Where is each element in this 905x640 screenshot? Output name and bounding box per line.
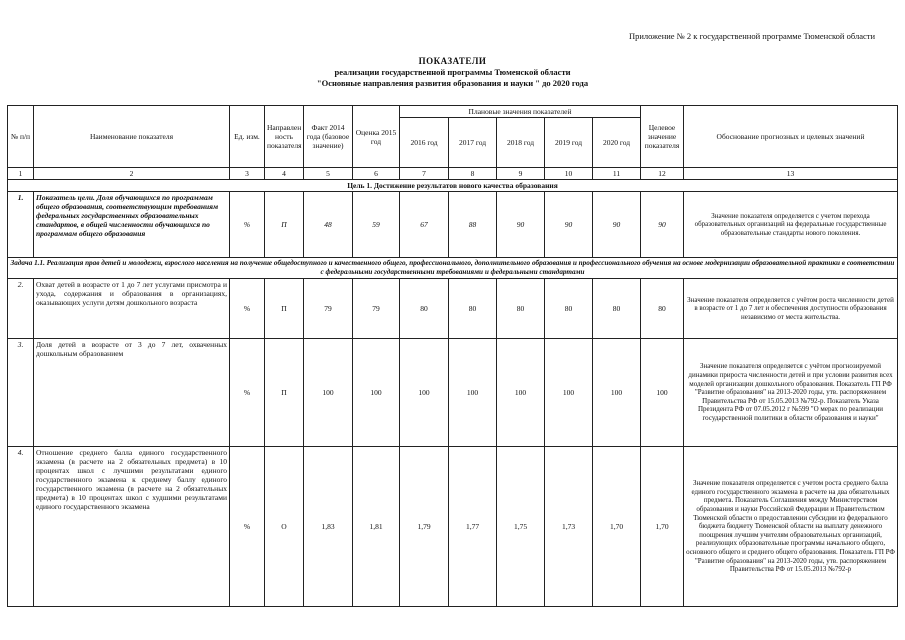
col-number: 13 — [684, 168, 898, 180]
col-number: 5 — [304, 168, 353, 180]
header-2020: 2020 год — [593, 118, 641, 168]
col-number: 2 — [34, 168, 230, 180]
row-2020: 1,70 — [593, 447, 641, 607]
task-1-1-heading: Задача 1.1. Реализация прав детей и молодежи, взрослого населения на получение общедоступного и качественного общего, профессионального, дополнительного образования и профессионального обучения на основе модернизации образовательной практики в соответствии с федеральными государственными требованиями и федеральными стандартами — [8, 258, 898, 279]
document-title — [0, 56, 905, 89]
title-line-3: "Основные направления развития образования и науки " до 2020 года — [316, 78, 589, 88]
row-2018: 1,75 — [497, 447, 545, 607]
col-number: 9 — [497, 168, 545, 180]
row-estimate-2015: 1,81 — [353, 447, 400, 607]
table-row — [8, 339, 898, 447]
title-line-2: реализации государственной программы Тюменской области — [334, 67, 571, 77]
header-target: Целевое значение показателя — [641, 106, 684, 168]
row-basis: Значение показателя определяется с учётом роста численности детей в возрасте от 1 до 7 лет и обеспечения доступности образования независимо от места жительства. — [684, 279, 898, 339]
row-unit: % — [230, 192, 265, 258]
row-direction: О — [265, 447, 304, 607]
col-number: 12 — [641, 168, 684, 180]
col-number: 10 — [545, 168, 593, 180]
row-2017: 1,77 — [449, 447, 497, 607]
row-2017: 88 — [449, 192, 497, 258]
row-estimate-2015: 79 — [353, 279, 400, 339]
row-fact-2014: 100 — [304, 339, 353, 447]
col-number: 11 — [593, 168, 641, 180]
row-2019: 1,73 — [545, 447, 593, 607]
table-row — [8, 447, 898, 607]
indicators-table — [7, 105, 898, 607]
row-2020: 80 — [593, 279, 641, 339]
row-basis: Значение показателя определяется с учётом прогнозируемой динамики прироста численности детей и при условии развития всех моделей организации дошкольного образования. Показатель ГП РФ "Развитие образования" на 2013-2020 годы, утв. распоряжением Правительства РФ от 15.05.2013 №792-р. Показатель Указа Президента РФ от 07.05.2012 г №599 "О мерах по реализации государственной политики в области образования и науки" — [684, 339, 898, 447]
row-target: 100 — [641, 339, 684, 447]
row-direction: П — [265, 279, 304, 339]
header-planned: Плановые значения показателей — [400, 106, 641, 118]
col-number: 8 — [449, 168, 497, 180]
header-name: Наименование показателя — [34, 106, 230, 168]
row-2019: 90 — [545, 192, 593, 258]
row-num: 2. — [8, 279, 34, 339]
header-unit: Ед. изм. — [230, 106, 265, 168]
row-2018: 80 — [497, 279, 545, 339]
row-2016: 100 — [400, 339, 449, 447]
row-target: 80 — [641, 279, 684, 339]
row-2016: 67 — [400, 192, 449, 258]
header-estimate-2015: Оценка 2015 год — [353, 106, 400, 168]
row-2020: 100 — [593, 339, 641, 447]
row-direction: П — [265, 192, 304, 258]
row-estimate-2015: 100 — [353, 339, 400, 447]
row-fact-2014: 79 — [304, 279, 353, 339]
row-name: Охват детей в возрасте от 1 до 7 лет услугами присмотра и ухода, содержания и образования в организациях, оказывающих услуги детям дошкольного возраста — [34, 279, 230, 339]
row-num: 4. — [8, 447, 34, 607]
row-2018: 90 — [497, 192, 545, 258]
header-basis: Обоснование прогнозных и целевых значений — [684, 106, 898, 168]
column-numbers-row — [8, 168, 898, 180]
goal-1-heading: Цель 1. Достижение результатов нового качества образования — [8, 180, 898, 192]
header-2017: 2017 год — [449, 118, 497, 168]
row-2019: 80 — [545, 279, 593, 339]
row-name: Доля детей в возрасте от 3 до 7 лет, охваченных дошкольным образованием — [34, 339, 230, 447]
col-number: 4 — [265, 168, 304, 180]
row-2019: 100 — [545, 339, 593, 447]
col-number: 7 — [400, 168, 449, 180]
row-name: Показатель цели. Доля обучающихся по программам общего образования, соответствующим требованиям федеральных государственных образовательных стандартов, в общей численности обучающихся по программам общего образования — [34, 192, 230, 258]
row-2018: 100 — [497, 339, 545, 447]
header-num: № п/п — [8, 106, 34, 168]
row-estimate-2015: 59 — [353, 192, 400, 258]
header-fact-2014: Факт 2014 года (базовое значение) — [304, 106, 353, 168]
header-2016: 2016 год — [400, 118, 449, 168]
header-2018: 2018 год — [497, 118, 545, 168]
row-num: 1. — [8, 192, 34, 258]
row-basis: Значение показателя определяется с учетом роста среднего балла единого государственного экзамена в расчете на два обязательных предмета. Показатель Соглашения между Министерством образования и науки Российской Федерации и Правительством Тюменской области о предоставлении субсидии из федерального бюджета бюджету Тюменской области на выплату денежного поощрения лучшим учителям образовательных организаций, реализующих образовательные программы начального общего, основного общего и среднего общего образования. Показатель ГП РФ "Развитие образования" на 2013-2020 годы, утв. распоряжением Правительства РФ от 15.05.2013 №792-р — [684, 447, 898, 607]
row-num: 3. — [8, 339, 34, 447]
col-number: 1 — [8, 168, 34, 180]
table-row — [8, 279, 898, 339]
col-number: 6 — [353, 168, 400, 180]
row-2017: 100 — [449, 339, 497, 447]
row-unit: % — [230, 279, 265, 339]
header-2019: 2019 год — [545, 118, 593, 168]
row-2016: 80 — [400, 279, 449, 339]
appendix-note: Приложение № 2 к государственной программе Тюменской области — [628, 31, 875, 41]
row-unit: % — [230, 339, 265, 447]
title-line-1: ПОКАЗАТЕЛИ — [418, 56, 487, 66]
table-row — [8, 192, 898, 258]
row-fact-2014: 1,83 — [304, 447, 353, 607]
row-name: Отношение среднего балла единого государственного экзамена (в расчете на 2 обязательных предмета) в 10 процентах школ с лучшими результатами единого государственного экзамена к среднему баллу единого государственного экзамена (в расчете на 2 обязательных предмета) в 10 процентах школ с худшими результатами единого государственного экзамена — [34, 447, 230, 607]
row-basis: Значение показателя определяется с учетом перехода образовательных организаций на федеральные государственные образовательные стандарты нового поколения. — [684, 192, 898, 258]
row-direction: П — [265, 339, 304, 447]
row-2017: 80 — [449, 279, 497, 339]
row-2020: 90 — [593, 192, 641, 258]
row-fact-2014: 48 — [304, 192, 353, 258]
row-unit: % — [230, 447, 265, 607]
row-target: 90 — [641, 192, 684, 258]
header-direction: Направлен ность показателя — [265, 106, 304, 168]
row-target: 1,70 — [641, 447, 684, 607]
row-2016: 1,79 — [400, 447, 449, 607]
col-number: 3 — [230, 168, 265, 180]
